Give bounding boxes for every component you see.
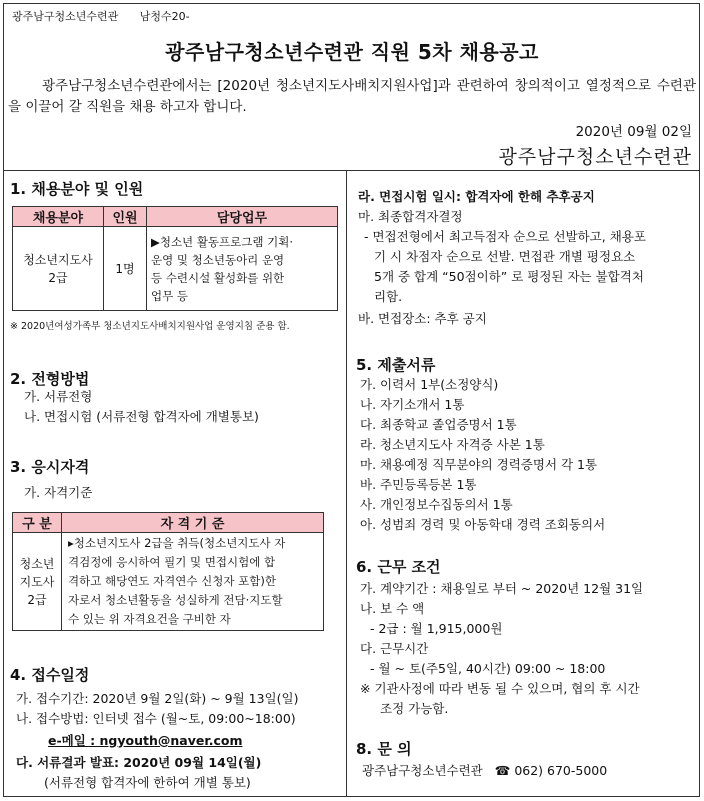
doc-number: 남청수20- [139, 10, 190, 23]
work-item: 나. 보 수 액 [360, 601, 425, 616]
doc-item: 가. 이력서 1부(소정양식) [360, 377, 499, 392]
duty-line: 등 수련시설 활성화를 위한 [151, 270, 285, 285]
count-cell: 1명 [104, 227, 147, 311]
sec2-item: 가. 서류전형 [24, 389, 93, 404]
contact-line [362, 762, 607, 780]
sec4-item: 나. 접수방법: 인터넷 접수 (월~토, 09:00~18:00) [16, 711, 296, 726]
contact-phone: 062) 670-5000 [514, 763, 608, 778]
work-item: 가. 계약기간 : 채용일로 부터 ~ 2020년 12월 31일 [360, 581, 644, 596]
criteria-cell [62, 533, 324, 631]
result-note: (서류전형 합격자에 한하여 개별 통보) [44, 775, 251, 790]
decision-line: - 면접전형에서 최고득점자 순으로 선발하고, 채용포 [364, 229, 646, 244]
contact-org: 광주남구청소년수련관 [362, 763, 483, 778]
duty-line: ▶청소년 활동프로그램 기획· [151, 234, 294, 249]
sec3-title: 3. 응시자격 [10, 458, 90, 476]
th-category: 구 분 [13, 513, 62, 533]
criteria-line: 격검정에 응시하여 필기 및 면접시험에 합 [68, 555, 276, 569]
doc-item: 나. 자기소개서 1통 [360, 397, 465, 412]
duty-cell [147, 227, 338, 311]
qual-field-line: 지도사 [19, 574, 55, 589]
doc-item: 사. 개인정보수집동의서 1통 [360, 497, 513, 512]
sec2-item: 나. 면접시험 (서류전형 합격자에 개별통보) [24, 409, 259, 424]
qual-field-cell [13, 533, 62, 631]
notice-date: 2020년 09월 02일 [575, 124, 692, 140]
sec3-item: 가. 자격기준 [24, 485, 93, 500]
page-title: 광주남구청소년수련관 직원 5차 채용공고 [165, 40, 539, 64]
criteria-line: 수 있는 위 자격요건을 구비한 자 [68, 612, 231, 626]
org-small: 광주남구청소년수련관 [12, 10, 119, 23]
decision-line: 5개 중 합계 “50점이하” 로 평정된 자는 불합격처 [374, 269, 644, 284]
divider [3, 170, 700, 171]
duty-line: 운영 및 청소년동아리 운영 [151, 252, 285, 267]
doc-item: 아. 성범죄 경력 및 아동학대 경력 조회동의서 [360, 517, 606, 532]
work-item: 조정 가능함. [380, 701, 449, 716]
column-divider [346, 170, 347, 797]
work-item: 다. 근무시간 [360, 641, 429, 656]
org-signature: 광주남구청소년수련관 [498, 146, 692, 168]
email-link[interactable]: e-메일 : ngyouth@naver.com [48, 733, 243, 748]
sec8-title: 8. 문 의 [356, 740, 412, 758]
interview-date: 라. 면접시험 일시: 합격자에 한해 추후공지 [358, 189, 595, 204]
sec5-title: 5. 제출서류 [356, 356, 436, 374]
sec4-item: 가. 접수기간: 2020년 9월 2일(화) ~ 9월 13일(일) [16, 691, 299, 706]
th-field: 채용분야 [13, 207, 104, 227]
doc-item: 마. 채용예정 직무분야의 경력증명서 각 1통 [360, 457, 598, 472]
field-cell [13, 227, 104, 311]
intro-text: 광주남구청소년수련관에서는 [2020년 청소년지도사배치지원사업]과 관련하여 창의적이고 열정적으로 수련관을 이끌어 갈 직원을 채용 하고자 합니다. [8, 78, 696, 115]
work-item: ※ 기관사정에 따라 변동 될 수 있으며, 협의 후 시간 [360, 681, 640, 696]
recruit-table [12, 206, 338, 311]
sec4-title: 4. 접수일정 [10, 666, 90, 684]
work-item: - 2급 : 월 1,915,000원 [370, 621, 503, 636]
th-duty: 담당업무 [147, 207, 338, 227]
qual-field-line: 청소년 [19, 556, 55, 571]
qualification-table [12, 512, 324, 631]
sec1-note: ※ 2020년여성가족부 청소년지도사배치지원사업 운영지침 준용 함. [10, 321, 290, 332]
doc-item: 라. 청소년지도사 자격증 사본 1통 [360, 437, 545, 452]
sec1-title: 1. 채용분야 및 인원 [10, 180, 144, 198]
qual-field-line: 2급 [27, 592, 47, 607]
decision-line: 기 시 차점자 순으로 선발. 면접관 개별 평정요소 [374, 249, 636, 264]
criteria-line: 격하고 해당연도 자격연수 신청자 포함)한 [68, 574, 276, 588]
th-count: 인원 [104, 207, 147, 227]
sec2-title: 2. 전형방법 [10, 370, 90, 388]
telephone-icon: ☎ [494, 763, 511, 778]
field-line: 2급 [48, 270, 68, 285]
work-item: - 월 ~ 토(주5일, 40시간) 09:00 ~ 18:00 [370, 661, 606, 676]
doc-item: 다. 최종학교 졸업증명서 1통 [360, 417, 517, 432]
criteria-line: 자로서 청소년활동을 성실하게 전담·지도할 [68, 593, 283, 607]
final-decision: 마. 최종합격자결정 [358, 209, 463, 224]
decision-line: 리함. [374, 289, 403, 304]
result-date: 다. 서류결과 발표: 2020년 09월 14일(월) [16, 755, 262, 770]
th-criteria: 자 격 기 준 [62, 513, 324, 533]
doc-item: 바. 주민등록등본 1통 [360, 477, 477, 492]
criteria-line: ▸청소년지도사 2급을 취득(청소년지도사 자 [68, 536, 286, 550]
duty-line: 업무 등 [151, 288, 188, 303]
field-line: 청소년지도사 [23, 252, 93, 267]
sec6-title: 6. 근무 조건 [356, 558, 441, 576]
interview-location: 바. 면접장소: 추후 공지 [358, 311, 487, 326]
doc-header [12, 8, 208, 24]
